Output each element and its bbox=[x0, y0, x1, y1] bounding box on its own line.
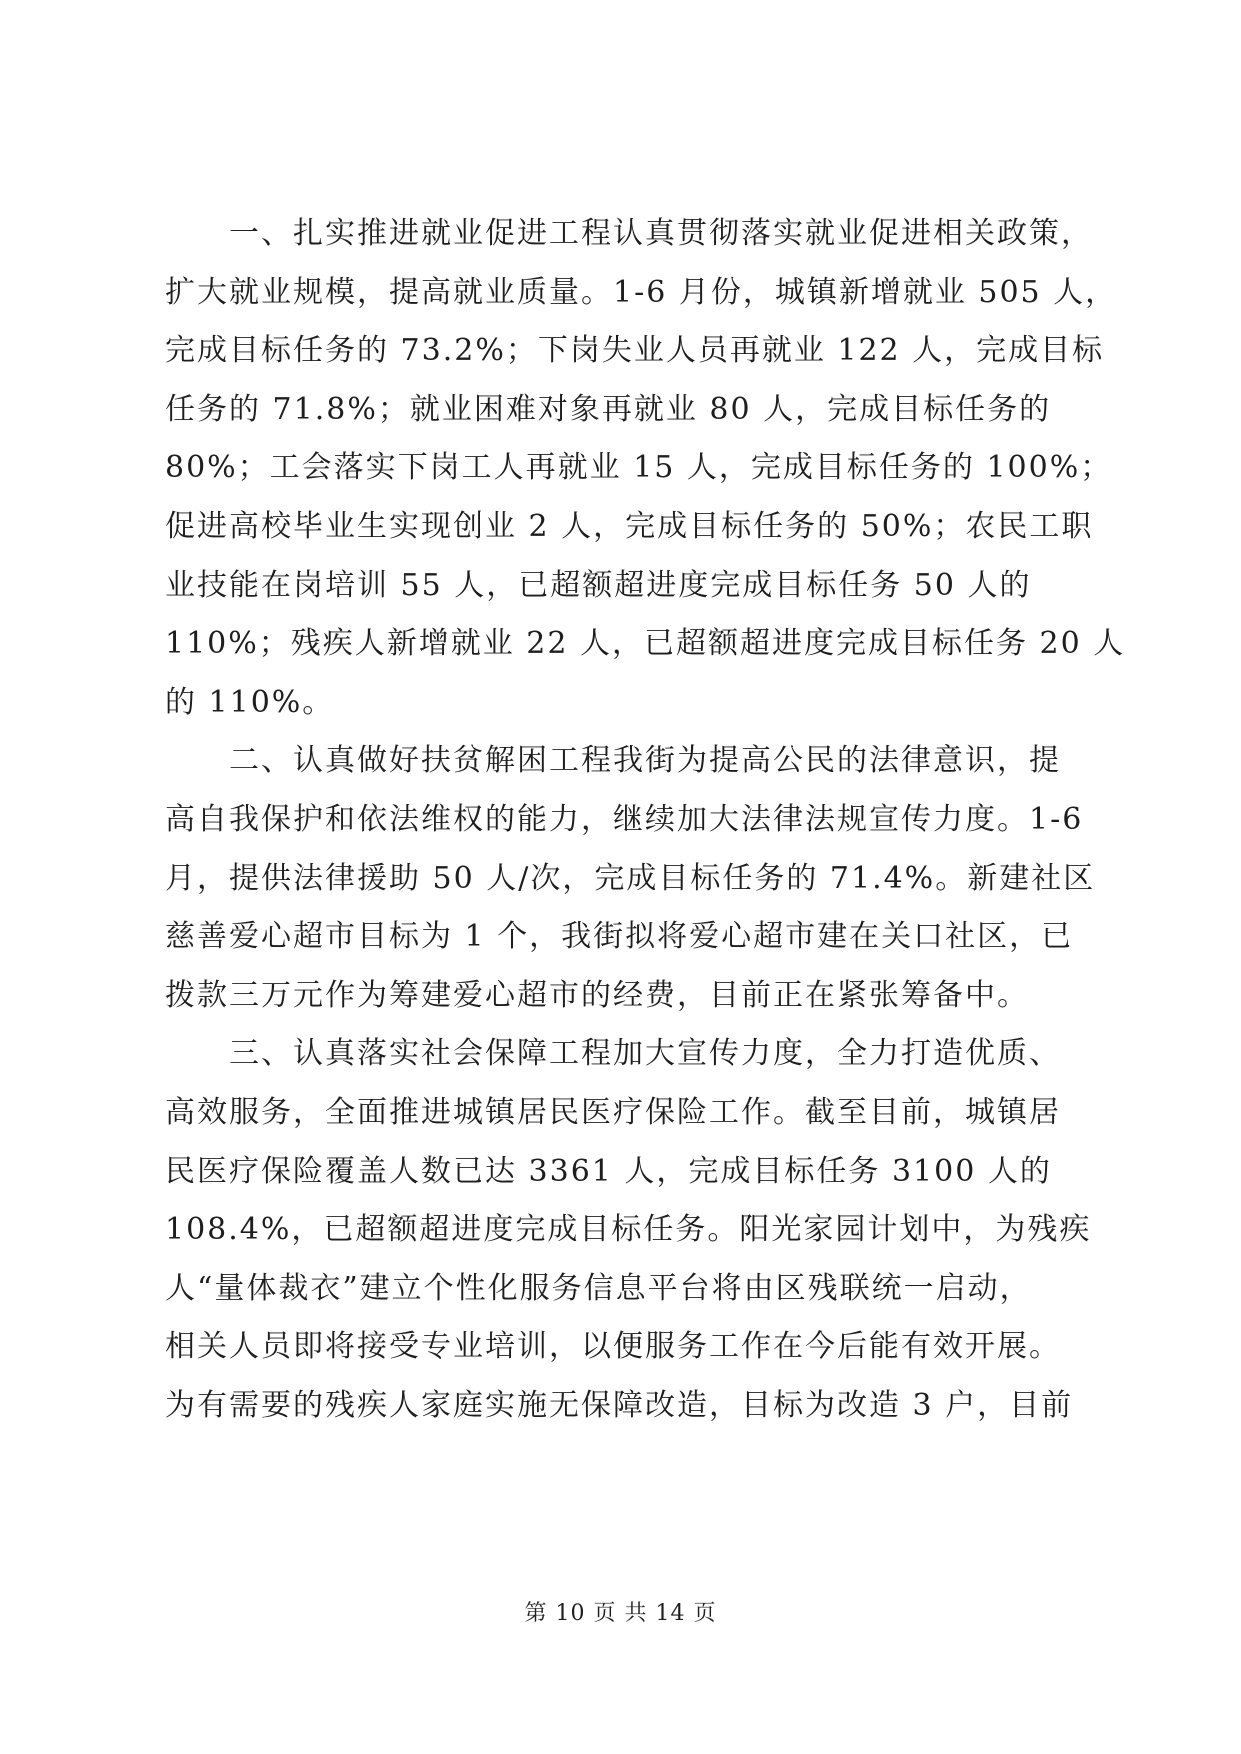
paragraph-2-line-1: 二、认真做好扶贫解困工程我街为提高公民的法律意识，提 bbox=[229, 743, 1061, 779]
paragraph-3-line-6: 相关人员即将接受专业培训，以便服务工作在今后能有效开展。 bbox=[165, 1329, 1061, 1365]
paragraph-2-line-3: 月，提供法律援助 50 人/次，完成目标任务的 71.4%。新建社区 bbox=[165, 860, 1096, 896]
paragraph-2-line-5: 拨款三万元作为筹建爱心超市的经费，目前正在紧张筹备中。 bbox=[165, 977, 1029, 1013]
paragraph-1-line-4: 任务的 71.8%；就业困难对象再就业 80 人，完成目标任务的 bbox=[165, 391, 1052, 427]
paragraph-1-line-9: 的 110%。 bbox=[165, 684, 335, 720]
paragraph-1-line-5: 80%；工会落实下岗工人再就业 15 人，完成目标任务的 100%； bbox=[165, 450, 1113, 486]
paragraph-1-line-6: 促进高校毕业生实现创业 2 人，完成目标任务的 50%；农民工职 bbox=[165, 508, 1094, 544]
paragraph-1-line-3: 完成目标任务的 73.2%；下岗失业人员再就业 122 人，完成目标 bbox=[165, 333, 1105, 369]
document-body bbox=[165, 205, 1126, 1435]
paragraph-3-line-5: 人“量体裁衣”建立个性化服务信息平台将由区残联统一启动， bbox=[165, 1270, 1032, 1306]
paragraph-2-line-4: 慈善爱心超市目标为 1 个，我街拟将爱心超市建在关口社区，已 bbox=[165, 919, 1074, 955]
paragraph-3-line-4: 108.4%，已超额超进度完成目标任务。阳光家园计划中，为残疾 bbox=[165, 1212, 1092, 1248]
paragraph-3-line-7: 为有需要的残疾人家庭实施无保障改造，目标为改造 3 户，目前 bbox=[165, 1387, 1074, 1423]
paragraph-1-line-2: 扩大就业规模，提高就业质量。1-6 月份，城镇新增就业 505 人， bbox=[165, 274, 1118, 310]
page-number: 第 10 页 共 14 页 bbox=[524, 1601, 717, 1626]
paragraph-3-line-3: 民医疗保险覆盖人数已达 3361 人，完成目标任务 3100 人的 bbox=[165, 1153, 1052, 1189]
paragraph-2-line-2: 高自我保护和依法维权的能力，继续加大法律法规宣传力度。1-6 bbox=[165, 801, 1084, 837]
paragraph-1-line-7: 业技能在岗培训 55 人，已超额超进度完成目标任务 50 人的 bbox=[165, 567, 1032, 603]
paragraph-3-line-2: 高效服务，全面推进城镇居民医疗保险工作。截至目前，城镇居 bbox=[165, 1094, 1061, 1130]
paragraph-3-line-1: 三、认真落实社会保障工程加大宣传力度，全力打造优质、 bbox=[229, 1036, 1061, 1072]
paragraph-1-line-1: 一、扎实推进就业促进工程认真贯彻落实就业促进相关政策， bbox=[229, 216, 1093, 251]
paragraph-1-line-8: 110%；残疾人新增就业 22 人，已超额超进度完成目标任务 20 人 bbox=[165, 626, 1126, 662]
